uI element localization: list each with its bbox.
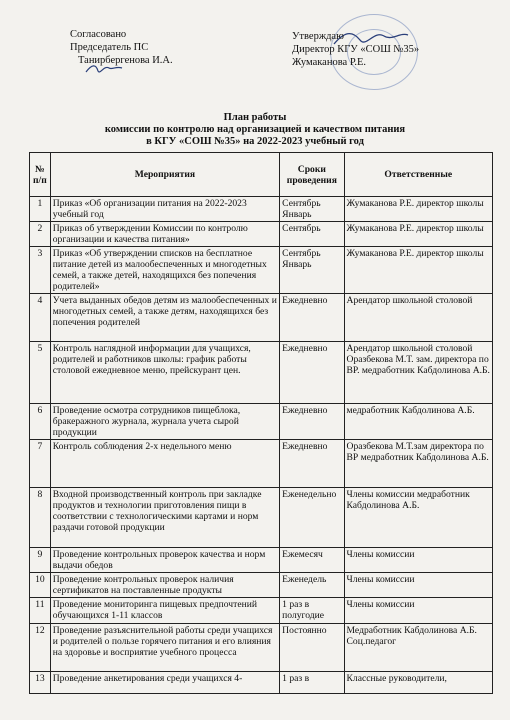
row-num-cell: 5 [30, 342, 51, 404]
row-num-cell: 6 [30, 404, 51, 440]
table-row [30, 624, 493, 672]
table-row [30, 222, 493, 247]
row-term-cell: Еженедельно [280, 488, 344, 548]
row-num-cell: 4 [30, 294, 51, 342]
row-responsible-cell: Медработник Кабдолинова А.Б. Соц.педагог [344, 624, 492, 672]
row-num-cell: 7 [30, 440, 51, 488]
approval-left-line1: Согласовано [70, 29, 127, 40]
row-term-cell: Ежедневно [280, 440, 344, 488]
row-event-cell: Проведение анкетирования среди учащихся 4- [50, 672, 279, 694]
row-event-cell: Проведение разъяснительной работы среди учащихся и родителей о пользе горячего питания и его влияния на здоровье и восприятие учебного процесса [50, 624, 279, 672]
row-event-cell: Учета выданных обедов детям из малообеспеченных и многодетных семей, а также детям, находящихся без попечения родителей [50, 294, 279, 342]
row-responsible-cell: Арендатор школьной столовой [344, 294, 492, 342]
table-row [30, 247, 493, 294]
row-responsible-cell: Классные руководители, [344, 672, 492, 694]
table-row [30, 197, 493, 222]
approval-left-line2: Председатель ПС [70, 42, 149, 53]
row-term-cell: Ежедневно [280, 404, 344, 440]
row-responsible-cell: Жумаканова Р.Е. директор школы [344, 197, 492, 222]
row-responsible-cell: Члены комиссии [344, 598, 492, 624]
row-event-cell: Приказ «Об организации питания на 2022-2023 учебный год [50, 197, 279, 222]
row-num-cell: 11 [30, 598, 51, 624]
row-event-cell: Проведение контрольных проверок качества и норм выдачи обедов [50, 548, 279, 573]
row-num-cell: 8 [30, 488, 51, 548]
row-term-cell: 1 раз в полугодие [280, 598, 344, 624]
approval-right-line2: Директор КГУ «СОШ №35» [292, 44, 420, 55]
row-term-cell: Ежедневно [280, 342, 344, 404]
table-row [30, 672, 493, 694]
row-num-cell: 13 [30, 672, 51, 694]
row-event-cell: Проведение осмотра сотрудников пищеблока, бракеражного журнала, журнала учета сырой продукции [50, 404, 279, 440]
table-row [30, 573, 493, 598]
approval-right [292, 30, 419, 69]
approval-right-line1: Утверждаю [292, 31, 344, 42]
header-term: Сроки проведения [280, 153, 344, 197]
document-title [0, 112, 510, 148]
row-term-cell: Сентябрь [280, 222, 344, 247]
row-term-cell: Ежемесяч [280, 548, 344, 573]
row-term-cell: Постоянно [280, 624, 344, 672]
row-num-cell: 12 [30, 624, 51, 672]
table-header-row [30, 153, 493, 197]
row-responsible-cell: Члены комиссии [344, 573, 492, 598]
table-row [30, 488, 493, 548]
table-row [30, 404, 493, 440]
title-line2: комиссии по контролю над организацией и качеством питания [104, 124, 406, 135]
header-responsible: Ответственные [344, 153, 492, 197]
approval-right-line3: Жумаканова Р.Е. [292, 57, 367, 68]
title-line1: План работы [223, 112, 287, 123]
row-num-cell: 3 [30, 247, 51, 294]
row-num-cell: 1 [30, 197, 51, 222]
row-term-cell: Еженедель [280, 573, 344, 598]
row-event-cell: Приказ об утверждении Комиссии по контролю организации и качества питания» [50, 222, 279, 247]
header-event: Мероприятия [50, 153, 279, 197]
row-responsible-cell: Члены комиссии [344, 548, 492, 573]
row-responsible-cell: Арендатор школьной столовой Оразбекова М.Т. зам. директора по ВР. медработник Кабдолинова А.Б. [344, 342, 492, 404]
table-row [30, 294, 493, 342]
row-term-cell: Сентябрь Январь [280, 197, 344, 222]
approval-left-line3: Танирбергенова И.А. [78, 55, 173, 66]
row-term-cell: Ежедневно [280, 294, 344, 342]
row-event-cell: Контроль наглядной информации для учащихся, родителей и работников школы: график работы столовой ежедневное меню, прейскурант цен. [50, 342, 279, 404]
row-num-cell: 2 [30, 222, 51, 247]
row-responsible-cell: Оразбекова М.Т.зам директора по ВР медработник Кабдолинова А.Б. [344, 440, 492, 488]
title-line3: в КГУ «СОШ №35» на 2022-2023 учебный год [146, 136, 364, 147]
row-event-cell: Проведение контрольных проверок наличия сертификатов на поставленные продукты [50, 573, 279, 598]
row-responsible-cell: Члены комиссии медработник Кабдолинова А.Б. [344, 488, 492, 548]
row-event-cell: Приказ «Об утверждении списков на бесплатное питание детей из малообеспеченных и многодетных семей, а также детей, находящихся без попечения родителей» [50, 247, 279, 294]
row-event-cell: Входной производственный контроль при закладке продуктов и технологии приготовления пищи в соответствии с технологическими картами и норм раздачи готовой продукции [50, 488, 279, 548]
table-row [30, 342, 493, 404]
plan-table [29, 152, 493, 694]
row-responsible-cell: Жумаканова Р.Е. директор школы [344, 222, 492, 247]
header-num: № п/п [30, 153, 51, 197]
row-term-cell: Сентябрь Январь [280, 247, 344, 294]
left-signature-image [84, 62, 124, 76]
row-responsible-cell: Жумаканова Р.Е. директор школы [344, 247, 492, 294]
row-num-cell: 10 [30, 573, 51, 598]
table-row [30, 548, 493, 573]
table-row [30, 598, 493, 624]
row-event-cell: Контроль соблюдения 2-х недельного меню [50, 440, 279, 488]
row-responsible-cell: медработник Кабдолинова А.Б. [344, 404, 492, 440]
row-num-cell: 9 [30, 548, 51, 573]
table-row [30, 440, 493, 488]
row-term-cell: 1 раз в [280, 672, 344, 694]
row-event-cell: Проведение мониторинга пищевых предпочтений обучающихся 1-11 классов [50, 598, 279, 624]
